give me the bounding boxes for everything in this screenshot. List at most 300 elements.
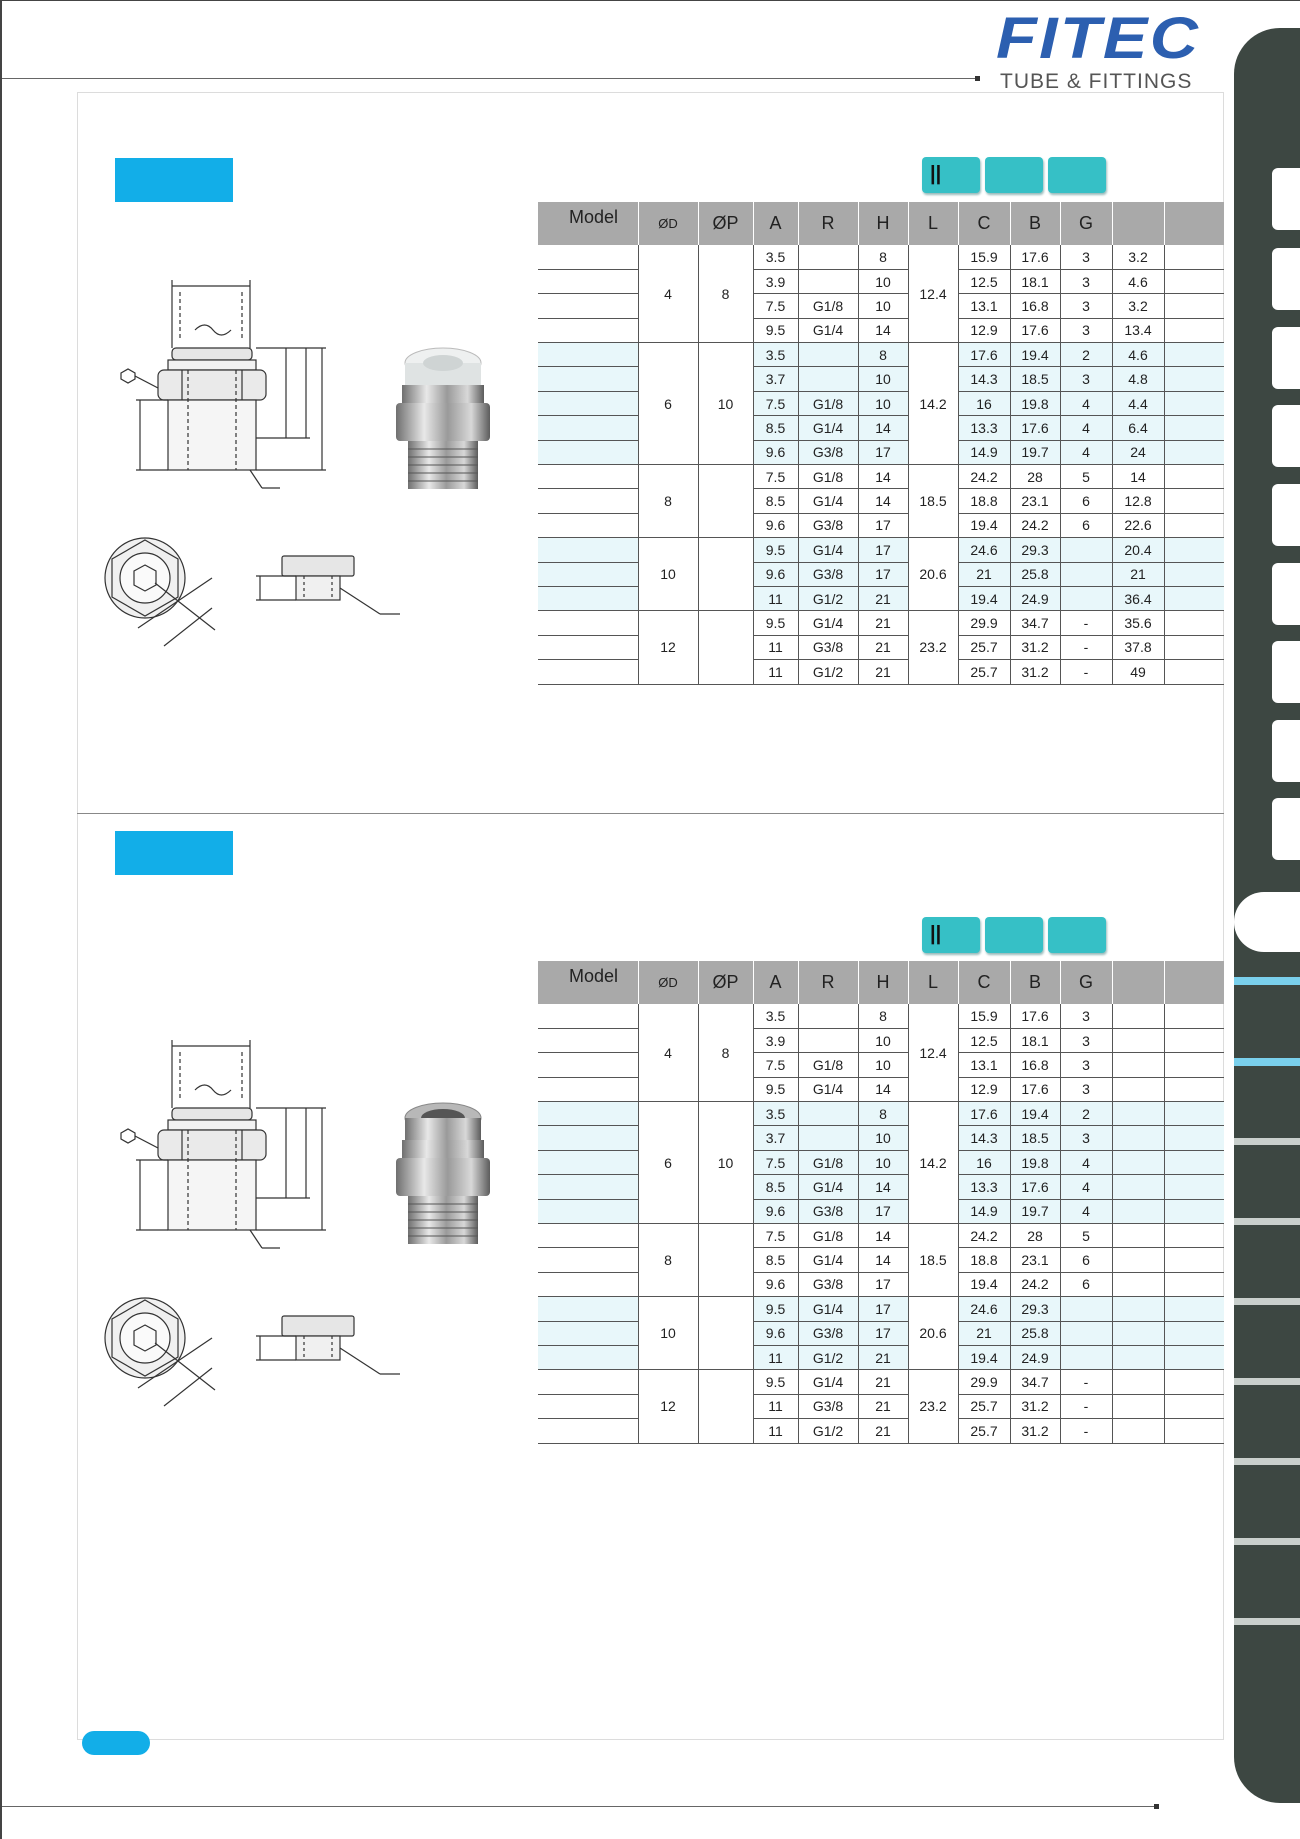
- side-nav-tab[interactable]: [1272, 405, 1300, 467]
- g-cell: -: [1060, 1419, 1112, 1443]
- spare-cell: [1164, 1102, 1224, 1126]
- value-cell: [1112, 1297, 1164, 1321]
- table-row: [538, 1224, 1224, 1248]
- g-cell: 3: [1060, 1053, 1112, 1077]
- spare-cell: [1164, 1272, 1224, 1296]
- r-cell: G3/8: [798, 1321, 858, 1345]
- feature-tab[interactable]: [985, 157, 1043, 193]
- side-nav-stripe: [1234, 1298, 1300, 1305]
- b-cell: 23.1: [1010, 489, 1060, 513]
- value-cell: 6.4: [1112, 416, 1164, 440]
- column-header: H: [858, 961, 908, 1004]
- column-header: C: [958, 961, 1010, 1004]
- value-cell: [1112, 1004, 1164, 1028]
- model-cell: [538, 611, 638, 635]
- l-cell: 14.2: [908, 343, 958, 465]
- column-header: [1112, 202, 1164, 245]
- value-cell: 12.8: [1112, 489, 1164, 513]
- b-cell: 31.2: [1010, 1394, 1060, 1418]
- h-cell: 14: [858, 489, 908, 513]
- value-cell: [1112, 1199, 1164, 1223]
- a-cell: 9.6: [753, 1321, 798, 1345]
- spare-cell: [1164, 1370, 1224, 1394]
- feature-tab[interactable]: [1048, 917, 1106, 953]
- model-cell: [538, 1224, 638, 1248]
- g-cell: 4: [1060, 391, 1112, 415]
- op-cell: [698, 611, 753, 684]
- model-cell: [538, 1028, 638, 1052]
- g-cell: 2: [1060, 343, 1112, 367]
- spare-cell: [1164, 269, 1224, 293]
- table-row: [538, 1004, 1224, 1028]
- value-cell: [1112, 1345, 1164, 1369]
- side-nav-stripe: [1234, 977, 1300, 985]
- h-cell: 14: [858, 1077, 908, 1101]
- table-row: [538, 1102, 1224, 1126]
- c-cell: 15.9: [958, 245, 1010, 269]
- model-cell: [538, 343, 638, 367]
- a-cell: 8.5: [753, 1248, 798, 1272]
- op-cell: [698, 1297, 753, 1370]
- value-cell: [1112, 1394, 1164, 1418]
- r-cell: G3/8: [798, 635, 858, 659]
- r-cell: G1/8: [798, 465, 858, 489]
- table-row: [538, 245, 1224, 269]
- value-cell: 22.6: [1112, 513, 1164, 537]
- c-cell: 25.7: [958, 1419, 1010, 1443]
- g-cell: [1060, 1297, 1112, 1321]
- spare-cell: [1164, 1150, 1224, 1174]
- side-nav-stripe: [1234, 1218, 1300, 1225]
- od-cell: 12: [638, 1370, 698, 1443]
- column-header: G: [1060, 202, 1112, 245]
- table-row: [538, 538, 1224, 562]
- c-cell: 25.7: [958, 660, 1010, 684]
- l-cell: 23.2: [908, 1370, 958, 1443]
- column-header: L: [908, 961, 958, 1004]
- g-cell: 4: [1060, 1175, 1112, 1199]
- feature-tab[interactable]: [985, 917, 1043, 953]
- h-cell: 8: [858, 1102, 908, 1126]
- model-cell: [538, 1126, 638, 1150]
- c-cell: 13.3: [958, 416, 1010, 440]
- r-cell: [798, 1004, 858, 1028]
- g-cell: 3: [1060, 1126, 1112, 1150]
- side-nav-tab[interactable]: [1272, 168, 1300, 230]
- r-cell: [798, 245, 858, 269]
- table-header: [538, 202, 1224, 245]
- c-cell: 12.9: [958, 1077, 1010, 1101]
- dimension-table-1: [538, 202, 1225, 685]
- h-cell: 10: [858, 294, 908, 318]
- g-cell: [1060, 1345, 1112, 1369]
- column-header: Model: [538, 202, 638, 245]
- l-cell: 12.4: [908, 1004, 958, 1102]
- a-cell: 7.5: [753, 1150, 798, 1174]
- b-cell: 25.8: [1010, 1321, 1060, 1345]
- value-cell: 4.8: [1112, 367, 1164, 391]
- g-cell: -: [1060, 1394, 1112, 1418]
- r-cell: G1/8: [798, 294, 858, 318]
- model-cell: [538, 1175, 638, 1199]
- r-cell: G1/2: [798, 1419, 858, 1443]
- value-cell: 24: [1112, 440, 1164, 464]
- brand-name: FITEC: [996, 6, 1201, 71]
- feature-tab[interactable]: [922, 157, 980, 193]
- spare-cell: [1164, 367, 1224, 391]
- model-cell: [538, 1077, 638, 1101]
- a-cell: 3.5: [753, 245, 798, 269]
- table-row: [538, 1370, 1224, 1394]
- dimension-table-2: [538, 961, 1225, 1444]
- spare-cell: [1164, 1297, 1224, 1321]
- r-cell: G1/4: [798, 1297, 858, 1321]
- spare-cell: [1164, 489, 1224, 513]
- g-cell: 3: [1060, 367, 1112, 391]
- model-cell: [538, 1394, 638, 1418]
- footer-rule-dot: [1154, 1804, 1159, 1809]
- b-cell: 28: [1010, 1224, 1060, 1248]
- side-nav-stripe: [1234, 1138, 1300, 1145]
- g-cell: 3: [1060, 318, 1112, 342]
- spare-cell: [1164, 465, 1224, 489]
- page-number-pill: [82, 1731, 150, 1755]
- side-nav-tab[interactable]: [1272, 720, 1300, 782]
- r-cell: G1/4: [798, 1248, 858, 1272]
- b-cell: 19.8: [1010, 391, 1060, 415]
- a-cell: 9.5: [753, 538, 798, 562]
- spare-cell: [1164, 538, 1224, 562]
- a-cell: 9.6: [753, 1199, 798, 1223]
- r-cell: G3/8: [798, 1272, 858, 1296]
- section-label-2: [115, 831, 233, 875]
- brand-tagline: TUBE & FITTINGS: [1000, 70, 1193, 93]
- a-cell: 8.5: [753, 489, 798, 513]
- g-cell: 6: [1060, 1248, 1112, 1272]
- a-cell: 3.5: [753, 1102, 798, 1126]
- side-nav-tab[interactable]: [1272, 327, 1300, 389]
- h-cell: 10: [858, 1053, 908, 1077]
- model-cell: [538, 660, 638, 684]
- b-cell: 29.3: [1010, 1297, 1060, 1321]
- column-header: H: [858, 202, 908, 245]
- value-cell: [1112, 1321, 1164, 1345]
- spare-cell: [1164, 611, 1224, 635]
- a-cell: 3.7: [753, 1126, 798, 1150]
- tab-mark: ||: [930, 923, 942, 945]
- value-cell: [1112, 1370, 1164, 1394]
- c-cell: 18.8: [958, 489, 1010, 513]
- g-cell: 3: [1060, 1077, 1112, 1101]
- h-cell: 21: [858, 586, 908, 610]
- c-cell: 13.3: [958, 1175, 1010, 1199]
- column-header: R: [798, 202, 858, 245]
- h-cell: 17: [858, 440, 908, 464]
- h-cell: 21: [858, 1419, 908, 1443]
- a-cell: 3.5: [753, 343, 798, 367]
- column-header: L: [908, 202, 958, 245]
- model-cell: [538, 513, 638, 537]
- g-cell: 4: [1060, 1150, 1112, 1174]
- column-header: [1112, 961, 1164, 1004]
- table-header: [538, 961, 1224, 1004]
- l-cell: 18.5: [908, 465, 958, 538]
- h-cell: 10: [858, 367, 908, 391]
- spare-cell: [1164, 1224, 1224, 1248]
- r-cell: [798, 1126, 858, 1150]
- column-header: B: [1010, 961, 1060, 1004]
- side-nav-tab[interactable]: [1272, 484, 1300, 546]
- c-cell: 29.9: [958, 611, 1010, 635]
- spare-cell: [1164, 1175, 1224, 1199]
- value-cell: 4.4: [1112, 391, 1164, 415]
- c-cell: 19.4: [958, 1272, 1010, 1296]
- column-header-spare: [1164, 202, 1224, 245]
- b-cell: 19.4: [1010, 1102, 1060, 1126]
- side-nav-tab[interactable]: [1272, 248, 1300, 310]
- side-nav-tab[interactable]: [1272, 641, 1300, 703]
- model-cell: [538, 1053, 638, 1077]
- spare-cell: [1164, 1321, 1224, 1345]
- r-cell: [798, 1102, 858, 1126]
- g-cell: -: [1060, 1370, 1112, 1394]
- table-row: [538, 343, 1224, 367]
- op-cell: 10: [698, 1102, 753, 1224]
- model-cell: [538, 538, 638, 562]
- model-cell: [538, 1102, 638, 1126]
- table-body: [538, 245, 1224, 684]
- r-cell: [798, 367, 858, 391]
- g-cell: 3: [1060, 269, 1112, 293]
- column-header: ØP: [698, 202, 753, 245]
- h-cell: 10: [858, 1028, 908, 1052]
- b-cell: 19.8: [1010, 1150, 1060, 1174]
- b-cell: 34.7: [1010, 1370, 1060, 1394]
- model-cell: [538, 245, 638, 269]
- spare-cell: [1164, 513, 1224, 537]
- h-cell: 21: [858, 1394, 908, 1418]
- r-cell: G1/4: [798, 416, 858, 440]
- value-cell: [1112, 1248, 1164, 1272]
- g-cell: 5: [1060, 1224, 1112, 1248]
- side-nav-stripe: [1234, 1618, 1300, 1625]
- op-cell: 10: [698, 343, 753, 465]
- side-nav-active-tab[interactable]: [1234, 892, 1300, 952]
- value-cell: 4.6: [1112, 269, 1164, 293]
- b-cell: 24.2: [1010, 1272, 1060, 1296]
- model-cell: [538, 1150, 638, 1174]
- a-cell: 8.5: [753, 1175, 798, 1199]
- feature-tabs-1: [922, 157, 1106, 193]
- r-cell: G1/4: [798, 1370, 858, 1394]
- b-cell: 18.1: [1010, 1028, 1060, 1052]
- a-cell: 9.6: [753, 562, 798, 586]
- model-cell: [538, 586, 638, 610]
- spare-cell: [1164, 391, 1224, 415]
- feature-tab[interactable]: [1048, 157, 1106, 193]
- value-cell: 35.6: [1112, 611, 1164, 635]
- r-cell: G1/4: [798, 318, 858, 342]
- r-cell: G1/4: [798, 1175, 858, 1199]
- g-cell: -: [1060, 660, 1112, 684]
- model-cell: [538, 465, 638, 489]
- model-cell: [538, 1004, 638, 1028]
- b-cell: 28: [1010, 465, 1060, 489]
- a-cell: 9.6: [753, 1272, 798, 1296]
- spare-cell: [1164, 416, 1224, 440]
- model-cell: [538, 391, 638, 415]
- a-cell: 9.5: [753, 1370, 798, 1394]
- c-cell: 13.1: [958, 1053, 1010, 1077]
- r-cell: G1/4: [798, 489, 858, 513]
- value-cell: [1112, 1028, 1164, 1052]
- a-cell: 9.5: [753, 1297, 798, 1321]
- product-photo-1: [388, 345, 498, 505]
- h-cell: 17: [858, 513, 908, 537]
- g-cell: 4: [1060, 416, 1112, 440]
- od-cell: 10: [638, 1297, 698, 1370]
- c-cell: 13.1: [958, 294, 1010, 318]
- table-row: [538, 611, 1224, 635]
- value-cell: 3.2: [1112, 294, 1164, 318]
- c-cell: 14.3: [958, 367, 1010, 391]
- b-cell: 34.7: [1010, 611, 1060, 635]
- h-cell: 21: [858, 1345, 908, 1369]
- column-header: ØP: [698, 961, 753, 1004]
- side-nav-tab[interactable]: [1272, 798, 1300, 860]
- value-cell: [1112, 1175, 1164, 1199]
- h-cell: 17: [858, 1199, 908, 1223]
- r-cell: G1/4: [798, 611, 858, 635]
- spare-cell: [1164, 635, 1224, 659]
- b-cell: 31.2: [1010, 660, 1060, 684]
- value-cell: 20.4: [1112, 538, 1164, 562]
- spare-cell: [1164, 660, 1224, 684]
- l-cell: 18.5: [908, 1224, 958, 1297]
- h-cell: 21: [858, 660, 908, 684]
- c-cell: 19.4: [958, 1345, 1010, 1369]
- l-cell: 20.6: [908, 1297, 958, 1370]
- op-cell: [698, 538, 753, 611]
- table-header-row: [538, 202, 1224, 245]
- spare-cell: [1164, 1345, 1224, 1369]
- technical-drawing-2: [100, 1038, 400, 1478]
- value-cell: 4.6: [1112, 343, 1164, 367]
- technical-drawing-1: [100, 278, 400, 718]
- feature-tabs-2: [922, 917, 1106, 953]
- a-cell: 7.5: [753, 1224, 798, 1248]
- g-cell: 6: [1060, 513, 1112, 537]
- value-cell: [1112, 1272, 1164, 1296]
- r-cell: [798, 269, 858, 293]
- model-cell: [538, 294, 638, 318]
- l-cell: 20.6: [908, 538, 958, 611]
- h-cell: 21: [858, 635, 908, 659]
- b-cell: 18.5: [1010, 1126, 1060, 1150]
- b-cell: 29.3: [1010, 538, 1060, 562]
- section-divider: [77, 813, 1224, 814]
- spare-cell: [1164, 586, 1224, 610]
- value-cell: [1112, 1126, 1164, 1150]
- a-cell: 9.5: [753, 611, 798, 635]
- a-cell: 9.5: [753, 1077, 798, 1101]
- a-cell: 3.5: [753, 1004, 798, 1028]
- r-cell: [798, 343, 858, 367]
- spare-cell: [1164, 562, 1224, 586]
- od-cell: 8: [638, 465, 698, 538]
- g-cell: 4: [1060, 440, 1112, 464]
- column-header: A: [753, 961, 798, 1004]
- value-cell: 3.2: [1112, 245, 1164, 269]
- l-cell: 14.2: [908, 1102, 958, 1224]
- feature-tab[interactable]: [922, 917, 980, 953]
- od-cell: 4: [638, 1004, 698, 1102]
- g-cell: 3: [1060, 1028, 1112, 1052]
- column-header: ØD: [638, 202, 698, 245]
- side-nav-stripe: [1234, 1538, 1300, 1545]
- c-cell: 14.9: [958, 1199, 1010, 1223]
- r-cell: G3/8: [798, 1199, 858, 1223]
- c-cell: 18.8: [958, 1248, 1010, 1272]
- model-cell: [538, 269, 638, 293]
- c-cell: 14.9: [958, 440, 1010, 464]
- r-cell: G3/8: [798, 513, 858, 537]
- c-cell: 14.3: [958, 1126, 1010, 1150]
- od-cell: 6: [638, 1102, 698, 1224]
- c-cell: 16: [958, 1150, 1010, 1174]
- value-cell: 13.4: [1112, 318, 1164, 342]
- header-rule: [2, 78, 977, 79]
- b-cell: 17.6: [1010, 318, 1060, 342]
- c-cell: 24.2: [958, 1224, 1010, 1248]
- model-cell: [538, 1248, 638, 1272]
- g-cell: 5: [1060, 465, 1112, 489]
- spare-cell: [1164, 1053, 1224, 1077]
- h-cell: 8: [858, 245, 908, 269]
- c-cell: 21: [958, 1321, 1010, 1345]
- b-cell: 31.2: [1010, 1419, 1060, 1443]
- g-cell: 6: [1060, 489, 1112, 513]
- side-nav-stripe: [1234, 1458, 1300, 1465]
- a-cell: 7.5: [753, 1053, 798, 1077]
- l-cell: 23.2: [908, 611, 958, 684]
- h-cell: 8: [858, 1004, 908, 1028]
- od-cell: 8: [638, 1224, 698, 1297]
- column-header: A: [753, 202, 798, 245]
- b-cell: 16.8: [1010, 294, 1060, 318]
- op-cell: [698, 1370, 753, 1443]
- column-header: R: [798, 961, 858, 1004]
- od-cell: 6: [638, 343, 698, 465]
- c-cell: 24.2: [958, 465, 1010, 489]
- column-header: G: [1060, 961, 1112, 1004]
- a-cell: 11: [753, 1345, 798, 1369]
- h-cell: 21: [858, 611, 908, 635]
- g-cell: -: [1060, 635, 1112, 659]
- a-cell: 9.6: [753, 440, 798, 464]
- spare-cell: [1164, 318, 1224, 342]
- a-cell: 11: [753, 635, 798, 659]
- table-header-row: [538, 961, 1224, 1004]
- g-cell: 4: [1060, 1199, 1112, 1223]
- c-cell: 29.9: [958, 1370, 1010, 1394]
- a-cell: 3.9: [753, 1028, 798, 1052]
- model-cell: [538, 367, 638, 391]
- side-nav-tab[interactable]: [1272, 563, 1300, 625]
- h-cell: 10: [858, 1150, 908, 1174]
- g-cell: [1060, 586, 1112, 610]
- model-cell: [538, 635, 638, 659]
